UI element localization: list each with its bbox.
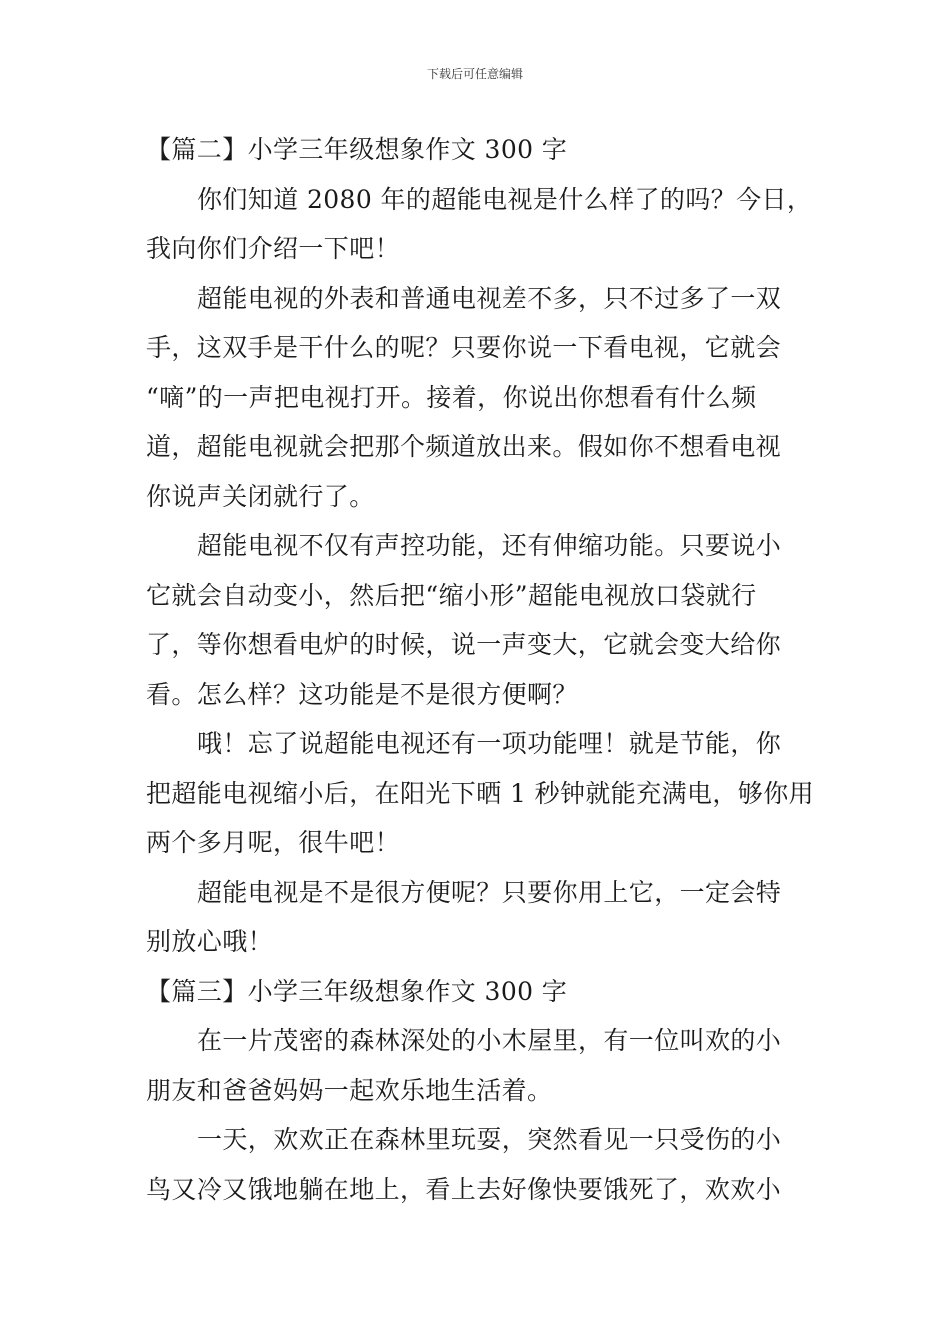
paragraph-line: 别放心哦！ <box>146 927 274 956</box>
paragraph-line: “嘀”的一声把电视打开。接着，你说出你想看有什么频 <box>146 382 757 412</box>
section-heading: 【篇三】小学三年级想象作文 300 字 <box>146 976 568 1006</box>
paragraph-line: 鸟又冷又饿地躺在地上，看上去好像快要饿死了，欢欢小 <box>146 1174 782 1204</box>
paragraph-line: 我向你们介绍一下吧！ <box>146 234 401 263</box>
paragraph-line: 手，这双手是干什么的呢？只要你说一下看电视，它就会 <box>146 333 782 362</box>
paragraph-line: 在一片茂密的森林深处的小木屋里，有一位叫欢的小 <box>197 1026 782 1055</box>
section-heading: 【篇二】小学三年级想象作文 300 字 <box>146 135 568 164</box>
page-header-note: 下载后可任意编辑 <box>426 67 523 81</box>
paragraph-line: 了，等你想看电炉的时候，说一声变大，它就会变大给你 <box>146 630 782 659</box>
paragraph-line: 它就会自动变小，然后把“缩小形”超能电视放口袋就行 <box>146 580 757 610</box>
paragraph-line: 哦！忘了说超能电视还有一项功能哩！就是节能，你 <box>197 729 782 758</box>
document-body <box>146 125 815 1214</box>
paragraph-line: 把超能电视缩小后，在阳光下晒 1 秒钟就能充满电，够你用 <box>146 778 815 808</box>
paragraph-line: 一天，欢欢正在森林里玩耍，突然看见一只受伤的小 <box>197 1125 782 1154</box>
paragraph-line: 看。怎么样？这功能是不是很方便啊？ <box>146 679 578 709</box>
paragraph-line: 两个多月呢，很牛吧！ <box>146 828 401 857</box>
paragraph-line: 超能电视的外表和普通电视差不多，只不过多了一双 <box>197 283 782 313</box>
paragraph-line: 你们知道 2080 年的超能电视是什么样了的吗？今日， <box>197 184 813 214</box>
paragraph-line: 你说声关闭就行了。 <box>146 481 375 511</box>
paragraph-line: 朋友和爸爸妈妈一起欢乐地生活着。 <box>146 1075 553 1105</box>
paragraph-line: 超能电视不仅有声控功能，还有伸缩功能。只要说小 <box>197 531 782 560</box>
paragraph-line: 道，超能电视就会把那个频道放出来。假如你不想看电视 <box>146 432 782 461</box>
paragraph-line: 超能电视是不是很方便呢？只要你用上它，一定会特 <box>197 877 782 907</box>
